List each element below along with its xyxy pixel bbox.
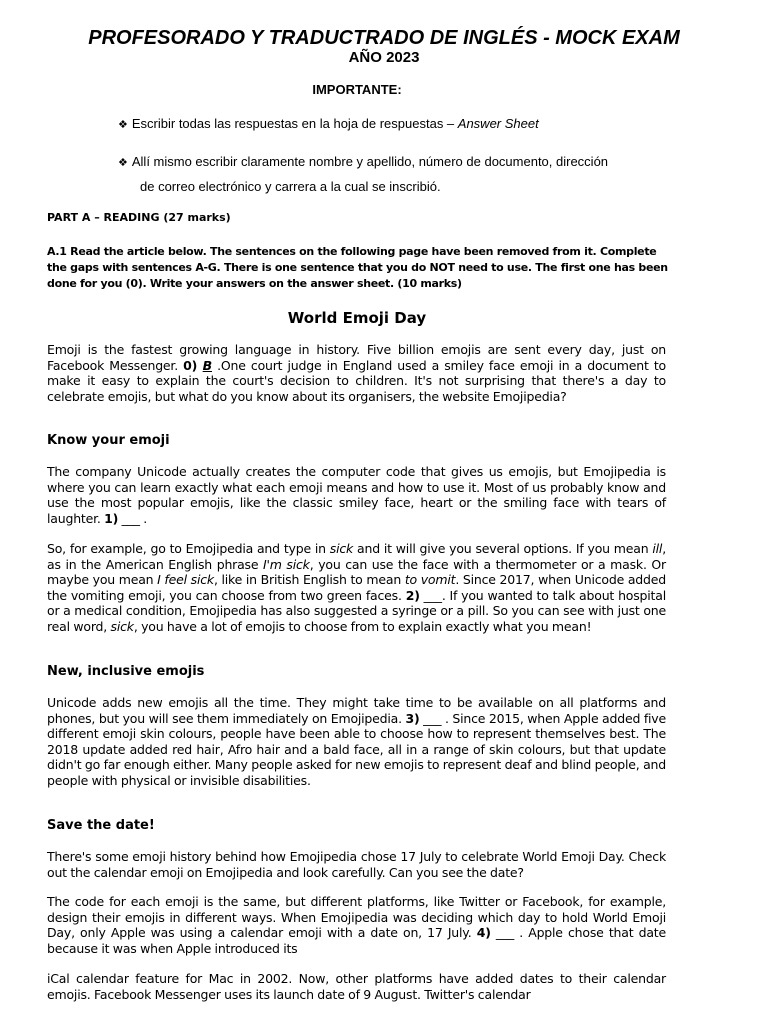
gap-number: 4) — [476, 925, 491, 940]
example-answer: B — [202, 357, 212, 373]
section-heading: New, inclusive emojis — [47, 664, 205, 679]
instruction-line: done for you (0). Write your answers on the answer sheet. (10 marks) — [47, 277, 462, 290]
article-paragraph: Unicode adds new emojis all the time. They might take time to be available on all platforms and phones, but you will see them immediately on Emojipedia. 3) ___ . Since 2015, when Apple added five different emoji skin colours, people have been able to choose how to represent themselves best. The 2018 update added red hair, Afro hair and a bald face, all in a range of skin colours, but that update didn't go far enough either. Many people asked for new emojis to represent deaf and blind people, and people with physical or invisible disabilities. — [47, 695, 666, 788]
section-heading: Know your emoji — [47, 433, 170, 448]
article-paragraph: iCal calendar feature for Mac in 2002. Now, other platforms have added dates to their calendar emojis. Facebook Messenger uses its launch date of 9 August. Twitter's calendar — [47, 971, 666, 1002]
bullet-text: Escribir todas las respuestas en la hoja de respuestas – — [131, 116, 458, 131]
bullet-text-line1: Allí mismo escribir claramente nombre y apellido, número de documento, dirección — [131, 154, 609, 169]
diamond-bullet-icon: ❖ — [118, 118, 128, 131]
important-label: IMPORTANTE: — [312, 82, 402, 97]
article-paragraph-intro: Emoji is the fastest growing language in history. Five billion emojis are sent every day, just on Facebook Messenger. 0) B .One court judge in England used a smiley face emoji in a document to make it easy to explain the court's decision to children. It's not surprising that there's a day to celebrate emojis, but what do you know about its organisers, the website Emojipedia? — [47, 342, 666, 404]
bullet-text-line2: de correo electrónico y carrera a la cual se inscribió. — [140, 179, 441, 194]
gap-number: 2) — [405, 587, 420, 603]
instruction-bullet-personal-data — [118, 150, 678, 199]
article-paragraph: So, for example, go to Emojipedia and type in sick and it will give you several options. If you mean ill, as in the American English phrase I'm sick, you can use the face with a thermometer or a mask. Or maybe you mean I feel sick, like in British English to mean to vomit. Since 2017, when Unicode added the vomiting emoji, you can choose from two green faces. 2) ___. If you wanted to talk about hospital or a medical condition, Emojipedia has also suggested a syringe or a pill. So you can see with just one real word, sick, you have a lot of emojis to choose from to explain exactly what you mean! — [47, 541, 666, 634]
gap-number: 1) — [104, 510, 119, 526]
instruction-line: A.1 Read the article below. The sentences on the following page have been removed from it. Complete — [47, 245, 657, 258]
article-paragraph: There's some emoji history behind how Emojipedia chose 17 July to celebrate World Emoji Day. Check out the calendar emoji on Emojipedia and look carefully. Can you see the date? — [47, 849, 666, 880]
diamond-bullet-icon: ❖ — [118, 156, 128, 169]
exam-year: AÑO 2023 — [348, 49, 420, 66]
article-paragraph: The company Unicode actually creates the computer code that gives us emojis, but Emojipedia is where you can learn exactly what each emoji means and how to use it. Most of us probably know and use the most popular emojis, like the classic smiley face, heart or the smiling face with tears of laughter. 1) ___ . — [47, 464, 666, 526]
article-paragraph: The code for each emoji is the same, but different platforms, like Twitter or Facebook, for example, design their emojis in different ways. When Emojipedia was deciding which day to hold World Emoji Day, only Apple was using a calendar emoji with a date on, 17 July. 4) ___ . Apple chose that date because it was when Apple introduced its — [47, 894, 666, 956]
answer-sheet-text: Answer Sheet — [457, 116, 539, 131]
section-heading: Save the date! — [47, 818, 155, 833]
instruction-bullet-answer-sheet — [118, 112, 678, 137]
article-title: World Emoji Day — [287, 309, 427, 327]
instruction-line: the gaps with sentences A-G. There is one sentence that you do NOT need to use. The first one has been — [47, 261, 668, 274]
part-a-heading: PART A – READING (27 marks) — [47, 211, 231, 224]
exam-title: PROFESORADO Y TRADUCTRADO DE INGLÉS - MOCK EXAM — [88, 27, 680, 49]
gap-number: 3) — [405, 710, 420, 726]
gap-number: 0) — [183, 357, 203, 373]
part-a-instructions — [47, 244, 667, 292]
